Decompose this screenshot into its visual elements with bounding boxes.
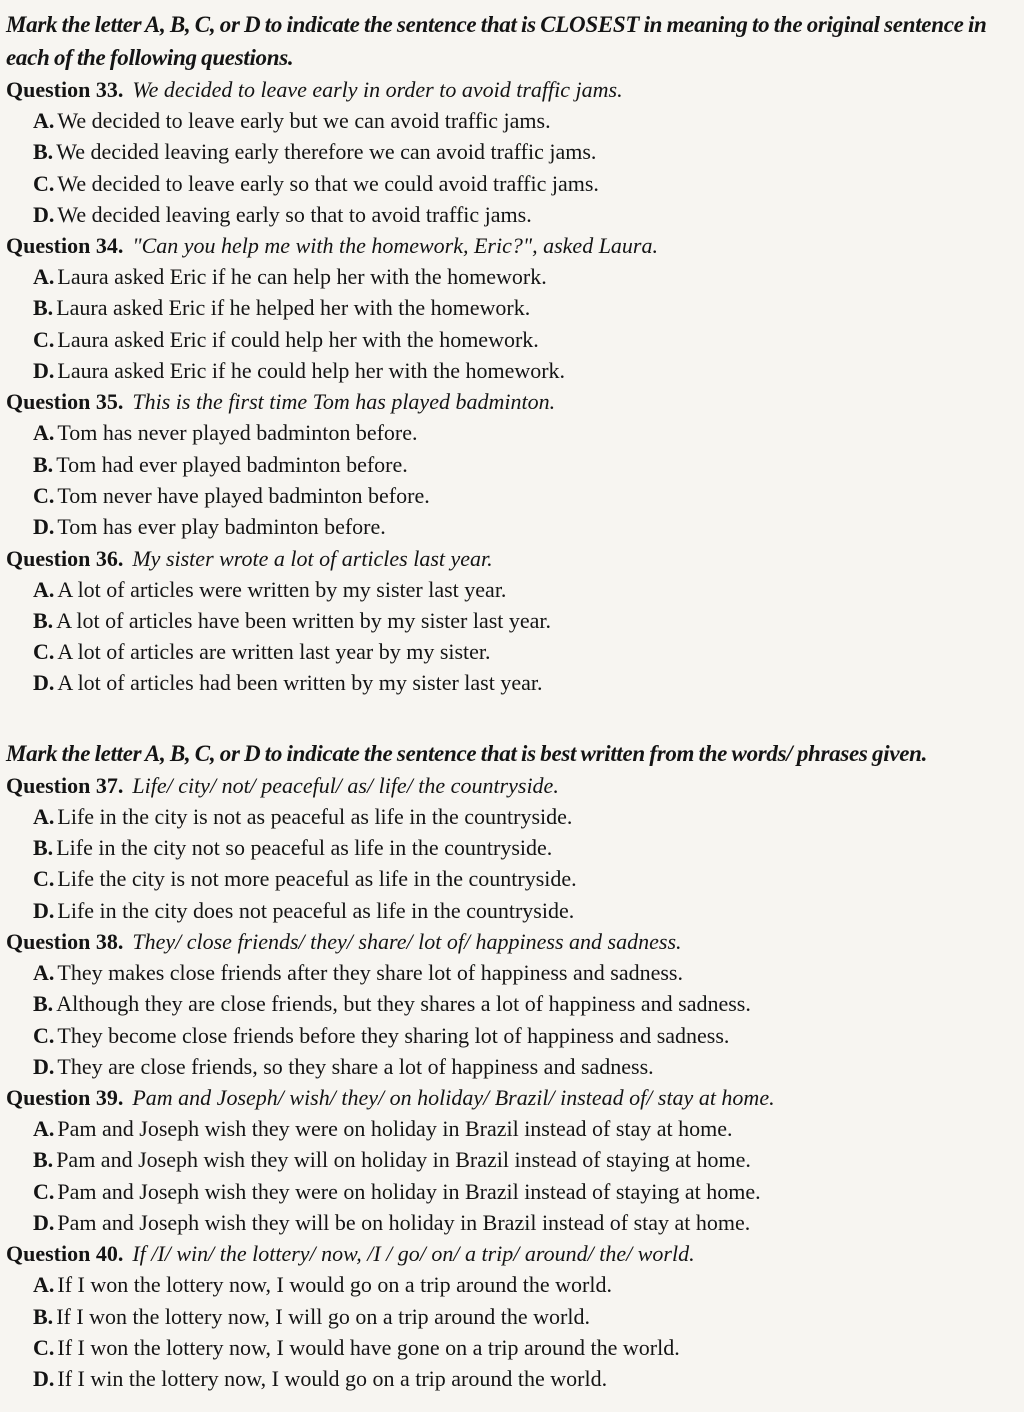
option-letter: C.	[33, 1022, 55, 1048]
question-40	[6, 1238, 1018, 1394]
question-prompt: They/ close friends/ they/ share/ lot of/ happiness and sadness.	[132, 928, 682, 954]
question-prompt: We decided to leave early in order to avoid traffic jams.	[132, 77, 623, 102]
option-b	[6, 292, 1018, 323]
question-label: Question 38.	[6, 928, 124, 954]
option-text: A lot of articles were written by my sister last year.	[57, 576, 507, 602]
option-letter: C.	[33, 1178, 55, 1204]
option-text: If I won the lottery now, I would have gone on a trip around the world.	[57, 1334, 680, 1360]
option-b	[6, 832, 1018, 863]
option-letter: C.	[33, 639, 55, 665]
option-text: Laura asked Eric if could help her with the homework.	[57, 326, 539, 352]
option-text: They makes close friends after they share lot of happiness and sadness.	[57, 959, 683, 985]
option-b	[6, 449, 1018, 480]
option-text: They are close friends, so they share a lot of happiness and sadness.	[57, 1053, 654, 1079]
option-b	[6, 1301, 1018, 1332]
option-letter: A.	[33, 264, 55, 290]
option-a	[6, 801, 1018, 832]
option-letter: C.	[33, 866, 55, 892]
option-text: If I won the lottery now, I would go on a trip around the world.	[57, 1272, 612, 1298]
option-text: Life the city is not more peaceful as life in the countryside.	[57, 866, 577, 892]
option-text: Pam and Joseph wish they were on holiday in Brazil instead of staying at home.	[57, 1178, 761, 1204]
question-header	[6, 230, 1018, 261]
option-letter: B.	[33, 295, 54, 321]
option-letter: B.	[33, 835, 54, 861]
option-letter: A.	[33, 420, 55, 446]
question-header	[6, 74, 1018, 105]
option-text: We decided to leave early so that we could avoid traffic jams.	[57, 170, 599, 196]
option-letter: D.	[33, 201, 55, 227]
option-letter: D.	[33, 897, 55, 923]
question-34	[6, 230, 1018, 386]
option-a	[6, 1113, 1018, 1144]
option-letter: C.	[33, 326, 55, 352]
option-letter: D.	[33, 1053, 55, 1079]
option-d	[6, 895, 1018, 926]
option-letter: D.	[33, 670, 55, 696]
option-letter: A.	[33, 803, 55, 829]
question-prompt: Life/ city/ not/ peaceful/ as/ life/ the countryside.	[132, 772, 559, 798]
question-label: Question 37.	[6, 772, 124, 798]
option-letter: C.	[33, 482, 55, 508]
question-header	[6, 1238, 1018, 1269]
option-c	[6, 168, 1018, 199]
option-text: Although they are close friends, but they shares a lot of happiness and sadness.	[56, 991, 751, 1017]
question-header	[6, 543, 1018, 574]
question-33	[6, 74, 1018, 230]
option-d	[6, 199, 1018, 230]
option-text: Life in the city is not as peaceful as life in the countryside.	[57, 803, 573, 829]
option-letter: D.	[33, 514, 55, 540]
option-d	[6, 1207, 1018, 1238]
option-letter: A.	[33, 576, 55, 602]
question-label: Question 40.	[6, 1241, 124, 1267]
section-1-instruction: Mark the letter A, B, C, or D to indicate the sentence that is CLOSEST in meaning to the original sentence in each of the following questions.	[6, 12, 987, 70]
option-text: If I won the lottery now, I will go on a trip around the world.	[56, 1303, 590, 1329]
option-letter: A.	[33, 1116, 55, 1142]
option-a	[6, 105, 1018, 136]
option-letter: B.	[33, 607, 54, 633]
question-header	[6, 926, 1018, 957]
option-text: Tom never have played badminton before.	[57, 482, 430, 508]
question-39	[6, 1082, 1018, 1238]
option-a	[6, 1269, 1018, 1300]
option-c	[6, 1332, 1018, 1363]
option-a	[6, 957, 1018, 988]
option-text: A lot of articles had been written by my sister last year.	[57, 670, 543, 696]
option-c	[6, 324, 1018, 355]
question-header	[6, 1082, 1018, 1113]
option-text: Tom had ever played badminton before.	[56, 451, 408, 477]
option-text: We decided to leave early but we can avoid traffic jams.	[57, 108, 551, 133]
option-letter: B.	[33, 1303, 54, 1329]
question-38	[6, 926, 1018, 1082]
option-letter: D.	[33, 1210, 55, 1236]
option-d	[6, 511, 1018, 542]
question-label: Question 34.	[6, 233, 124, 259]
option-d	[6, 667, 1018, 698]
option-text: A lot of articles have been written by my sister last year.	[56, 607, 552, 633]
option-a	[6, 574, 1018, 605]
option-letter: D.	[33, 358, 55, 384]
option-text: A lot of articles are written last year by my sister.	[57, 639, 491, 665]
question-label: Question 35.	[6, 389, 124, 415]
option-letter: B.	[33, 451, 54, 477]
option-letter: B.	[33, 1147, 54, 1173]
section-2-instruction: Mark the letter A, B, C, or D to indicate the sentence that is best written from the words/ phrases given.	[6, 740, 928, 766]
question-35	[6, 386, 1018, 542]
option-text: Pam and Joseph wish they will be on holiday in Brazil instead of stay at home.	[57, 1210, 751, 1236]
option-text: We decided leaving early so that to avoid traffic jams.	[57, 201, 532, 227]
option-b	[6, 605, 1018, 636]
question-prompt: If /I/ win/ the lottery/ now, /I / go/ on/ a trip/ around/ the/ world.	[132, 1241, 695, 1267]
question-label: Question 39.	[6, 1085, 124, 1111]
option-text: Pam and Joseph wish they will on holiday in Brazil instead of staying at home.	[56, 1147, 751, 1173]
option-letter: C.	[33, 1334, 55, 1360]
option-text: Laura asked Eric if he can help her with the homework.	[57, 264, 547, 290]
question-label: Question 33.	[6, 77, 124, 102]
option-letter: B.	[33, 139, 54, 165]
option-text: Life in the city not so peaceful as life in the countryside.	[56, 835, 553, 861]
option-letter: A.	[33, 1272, 55, 1298]
option-text: Life in the city does not peaceful as life in the countryside.	[57, 897, 575, 923]
question-37	[6, 770, 1018, 926]
option-c	[6, 480, 1018, 511]
option-b	[6, 988, 1018, 1019]
option-letter: B.	[33, 991, 54, 1017]
option-letter: A.	[33, 108, 55, 133]
question-prompt: This is the first time Tom has played badminton.	[132, 389, 556, 415]
option-c	[6, 863, 1018, 894]
option-d	[6, 1363, 1018, 1394]
question-header	[6, 770, 1018, 801]
option-text: Laura asked Eric if he could help her with the homework.	[57, 358, 566, 384]
option-b	[6, 136, 1018, 167]
option-text: Tom has ever play badminton before.	[57, 514, 386, 540]
option-text: Tom has never played badminton before.	[57, 420, 418, 446]
question-label: Question 36.	[6, 545, 124, 571]
option-d	[6, 355, 1018, 386]
option-text: We decided leaving early therefore we can avoid traffic jams.	[56, 139, 597, 165]
question-36	[6, 543, 1018, 699]
option-c	[6, 1020, 1018, 1051]
question-prompt: Pam and Joseph/ wish/ they/ on holiday/ Brazil/ instead of/ stay at home.	[132, 1085, 775, 1111]
option-text: If I win the lottery now, I would go on a trip around the world.	[57, 1366, 608, 1392]
option-c	[6, 636, 1018, 667]
option-a	[6, 417, 1018, 448]
option-a	[6, 261, 1018, 292]
option-letter: D.	[33, 1366, 55, 1392]
option-letter: A.	[33, 959, 55, 985]
option-d	[6, 1051, 1018, 1082]
question-prompt: My sister wrote a lot of articles last year.	[132, 545, 493, 571]
option-c	[6, 1176, 1018, 1207]
question-prompt: "Can you help me with the homework, Eric?", asked Laura.	[132, 233, 658, 259]
option-letter: C.	[33, 170, 55, 196]
option-text: Laura asked Eric if he helped her with the homework.	[56, 295, 531, 321]
question-header	[6, 386, 1018, 417]
option-b	[6, 1144, 1018, 1175]
option-text: They become close friends before they sharing lot of happiness and sadness.	[57, 1022, 730, 1048]
option-text: Pam and Joseph wish they were on holiday in Brazil instead of stay at home.	[57, 1116, 733, 1142]
